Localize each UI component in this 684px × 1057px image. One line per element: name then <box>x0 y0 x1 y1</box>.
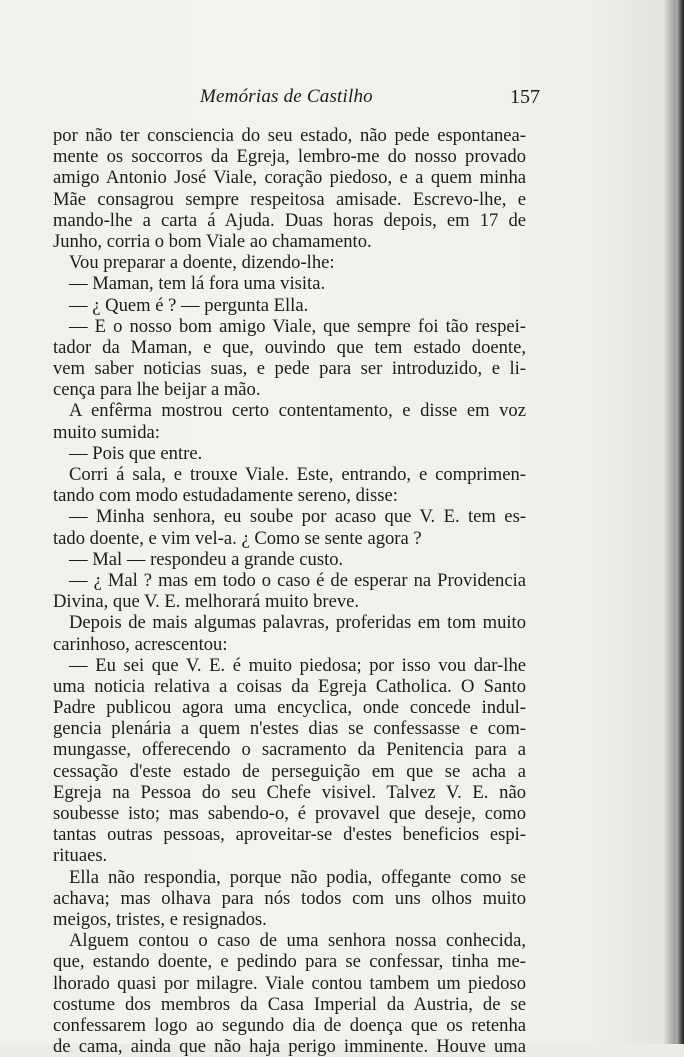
text-line: — ¿ Quem é ? — pergunta Ella. <box>69 294 309 316</box>
text-line: carinhoso, acrescentou: <box>53 633 228 655</box>
text-line: Divina, que V. E. melhorará muito breve. <box>53 591 360 613</box>
page-gutter-edge <box>676 0 684 1044</box>
text-line: cença para lhe beijar a mão. <box>53 379 261 401</box>
text-line: Egreja na Pessoa do seu Chefe visivel. Talvez V. E. não <box>53 781 526 803</box>
text-line: Mãe consagrou sempre respeitosa amisade. Escrevo-lhe, e <box>53 188 526 210</box>
text-line: Depois de mais algumas palavras, proferidas em tom muito <box>69 612 526 634</box>
text-line: confessarem logo ao segundo dia de doença que os retenha <box>53 1014 526 1036</box>
text-line: gencia plenária a quem n'estes dias se confessasse e com- <box>53 718 526 740</box>
text-line: mungasse, offerecendo o sacramento da Penitencia para a <box>53 739 526 761</box>
text-line: — Maman, tem lá fora uma visita. <box>69 273 326 295</box>
text-line: — Eu sei que V. E. é muito piedosa; por isso vou dar-lhe <box>69 654 526 676</box>
text-line: achava; mas olhava para nós todos com uns olhos muito <box>53 887 526 909</box>
text-line: — Mal — respondeu a grande custo. <box>69 548 344 570</box>
text-line: que, estando doente, e pedindo para se confessar, tinha me- <box>53 951 526 973</box>
text-line: cessação d'este estado de perseguição em que se acha a <box>53 760 526 782</box>
text-line: — E o nosso bom amigo Viale, que sempre foi tão respei- <box>69 315 526 337</box>
text-line: por não ter consciencia do seu estado, não pede espontanea- <box>53 125 526 146</box>
running-title: Memórias de Castilho <box>200 86 373 107</box>
page-header <box>60 86 540 110</box>
text-line: — Pois que entre. <box>69 442 203 464</box>
text-line: Ella não respondia, porque não podia, offegante como se <box>69 866 526 888</box>
text-line: lhorado quasi por milagre. Viale contou tambem um piedoso <box>53 972 526 994</box>
text-line: — ¿ Mal ? mas em todo o caso é de esperar na Providencia <box>69 569 526 591</box>
text-line: soubesse isto; mas sabendo-o, é provavel que deseje, como <box>53 803 526 824</box>
text-line: Vou preparar a doente, dizendo-lhe: <box>69 252 335 274</box>
text-line: — Minha senhora, eu soube por acaso que V. E. tem es- <box>69 506 526 528</box>
text-line: Alguem contou o caso de uma senhora nossa conhecida, <box>69 930 526 952</box>
body-text <box>53 125 526 1057</box>
text-line: tantas outras pessoas, aproveitar-se d'estes beneficios espi- <box>53 824 526 846</box>
text-line: vem saber noticias suas, e pede para ser introduzido, e li- <box>53 358 526 380</box>
text-line: uma noticia relativa a coisas da Egreja Catholica. O Santo <box>53 675 526 697</box>
text-line: tado doente, e vim vel-a. ¿ Como se sente agora ? <box>53 527 422 549</box>
text-line: rituaes. <box>53 845 108 867</box>
text-line: muito sumida: <box>53 421 160 443</box>
text-line: mente os soccorros da Egreja, lembro-me do nosso provado <box>53 146 526 168</box>
text-line: Junho, corria o bom Viale ao chamamento. <box>53 230 372 252</box>
text-line: mando-lhe a carta á Ajuda. Duas horas depois, em 17 de <box>53 209 526 231</box>
text-line: Corri á sala, e trouxe Viale. Este, entrando, e comprimen- <box>69 464 526 485</box>
text-line: amigo Antonio José Viale, coração piedoso, e a quem minha <box>53 167 526 189</box>
text-line: A enfêrma mostrou certo contentamento, e disse em voz <box>69 400 526 422</box>
text-line: meigos, tristes, e resignados. <box>53 908 267 930</box>
text-line: tando com modo estudadamente sereno, disse: <box>53 485 398 507</box>
text-line: tador da Maman, e que, ouvindo que tem estado doente, <box>53 336 526 358</box>
page-number: 157 <box>510 86 540 108</box>
text-line: costume dos membros da Casa Imperial da Austria, de se <box>53 993 526 1015</box>
text-line: de cama, ainda que não haja perigo imminente. Houve uma <box>53 1036 526 1057</box>
text-line: Padre publicou agora uma encyclica, onde concede indul- <box>53 697 526 719</box>
